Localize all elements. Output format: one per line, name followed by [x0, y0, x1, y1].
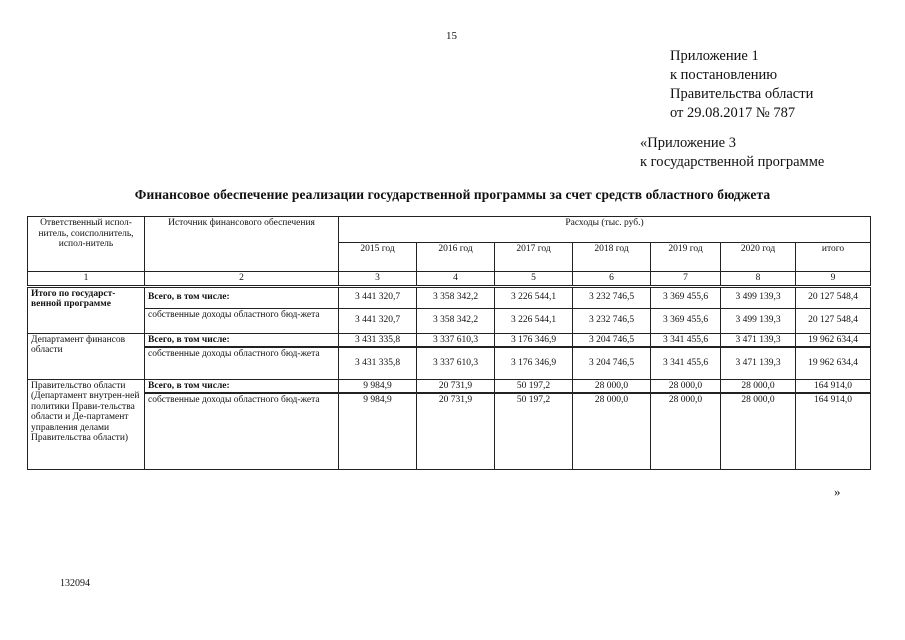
value-cell: 50 197,2 — [495, 393, 573, 469]
source-cell: Всего, в том числе: — [145, 286, 339, 308]
value-cell: 3 226 544,1 — [495, 308, 573, 333]
header-total: итого — [796, 243, 871, 272]
value-cell: 3 441 320,7 — [339, 286, 417, 308]
value-cell: 28 000,0 — [651, 379, 721, 393]
header-expenses: Расходы (тыс. руб.) — [339, 217, 871, 243]
value-cell: 3 499 139,3 — [721, 308, 796, 333]
total-cell: 164 914,0 — [796, 393, 871, 469]
value-cell: 28 000,0 — [573, 393, 651, 469]
value-cell: 3 337 610,3 — [417, 333, 495, 347]
document-id: 132094 — [60, 578, 90, 589]
value-cell: 20 731,9 — [417, 379, 495, 393]
source-cell: собственные доходы областного бюд-жета — [145, 308, 339, 333]
value-cell: 3 369 455,6 — [651, 308, 721, 333]
value-cell: 3 358 342,2 — [417, 308, 495, 333]
value-cell: 28 000,0 — [721, 379, 796, 393]
appendix-line: Правительства области — [670, 86, 814, 102]
value-cell: 28 000,0 — [573, 379, 651, 393]
total-cell: 20 127 548,4 — [796, 308, 871, 333]
column-number: 8 — [721, 272, 796, 287]
value-cell: 3 341 455,6 — [651, 347, 721, 379]
value-cell: 3 341 455,6 — [651, 333, 721, 347]
value-cell: 3 431 335,8 — [339, 333, 417, 347]
column-number: 2 — [145, 272, 339, 287]
column-number: 1 — [28, 272, 145, 287]
column-number: 5 — [495, 272, 573, 287]
total-cell: 19 962 634,4 — [796, 347, 871, 379]
value-cell: 3 441 320,7 — [339, 308, 417, 333]
header-year: 2019 год — [651, 243, 721, 272]
appendix3-line: «Приложение 3 — [640, 135, 736, 151]
appendix3-reference — [640, 134, 824, 172]
column-number: 4 — [417, 272, 495, 287]
value-cell: 3 337 610,3 — [417, 347, 495, 379]
value-cell: 28 000,0 — [651, 393, 721, 469]
appendix3-line: к государственной программе — [640, 154, 825, 170]
value-cell: 9 984,9 — [339, 393, 417, 469]
header-year: 2018 год — [573, 243, 651, 272]
column-number: 3 — [339, 272, 417, 287]
value-cell: 3 176 346,9 — [495, 347, 573, 379]
value-cell: 3 369 455,6 — [651, 286, 721, 308]
total-cell: 164 914,0 — [796, 379, 871, 393]
source-cell: Всего, в том числе: — [145, 379, 339, 393]
header-year: 2020 год — [721, 243, 796, 272]
value-cell: 3 176 346,9 — [495, 333, 573, 347]
source-cell: Всего, в том числе: — [145, 333, 339, 347]
source-cell: собственные доходы областного бюд-жета — [145, 393, 339, 469]
column-number: 9 — [796, 272, 871, 287]
executor-cell: Итого по государст-венной программе — [28, 286, 145, 333]
header-executor: Ответственный испол-нитель, соисполнитель, испол-нитель — [28, 217, 145, 272]
value-cell: 3 204 746,5 — [573, 333, 651, 347]
value-cell: 3 226 544,1 — [495, 286, 573, 308]
total-cell: 19 962 634,4 — [796, 333, 871, 347]
financing-table — [27, 216, 871, 470]
value-cell: 3 431 335,8 — [339, 347, 417, 379]
executor-cell: Департамент финансов области — [28, 333, 145, 379]
header-year: 2016 год — [417, 243, 495, 272]
closing-quote: » — [834, 484, 841, 499]
value-cell: 3 232 746,5 — [573, 308, 651, 333]
value-cell: 3 204 746,5 — [573, 347, 651, 379]
column-number: 6 — [573, 272, 651, 287]
header-year: 2015 год — [339, 243, 417, 272]
value-cell: 9 984,9 — [339, 379, 417, 393]
appendix-reference — [670, 47, 813, 123]
header-source: Источник финансового обеспечения — [145, 217, 339, 272]
value-cell: 28 000,0 — [721, 393, 796, 469]
column-number: 7 — [651, 272, 721, 287]
value-cell: 3 471 139,3 — [721, 333, 796, 347]
value-cell: 20 731,9 — [417, 393, 495, 469]
page-number: 15 — [446, 30, 457, 42]
value-cell: 3 499 139,3 — [721, 286, 796, 308]
appendix-line: к постановлению — [670, 67, 778, 83]
value-cell: 3 471 139,3 — [721, 347, 796, 379]
value-cell: 50 197,2 — [495, 379, 573, 393]
document-title: Финансовое обеспечение реализации государственной программы за счет средств областного бюджета — [134, 187, 771, 202]
source-cell: собственные доходы областного бюд-жета — [145, 347, 339, 379]
value-cell: 3 232 746,5 — [573, 286, 651, 308]
appendix-line: от 29.08.2017 № 787 — [670, 105, 796, 121]
value-cell: 3 358 342,2 — [417, 286, 495, 308]
executor-cell: Правительство области (Департамент внутрен-ней политики Прави-тельства области и Де-партамент управления делами Правительства области) — [28, 379, 145, 469]
appendix-line: Приложение 1 — [670, 48, 759, 64]
header-year: 2017 год — [495, 243, 573, 272]
total-cell: 20 127 548,4 — [796, 286, 871, 308]
